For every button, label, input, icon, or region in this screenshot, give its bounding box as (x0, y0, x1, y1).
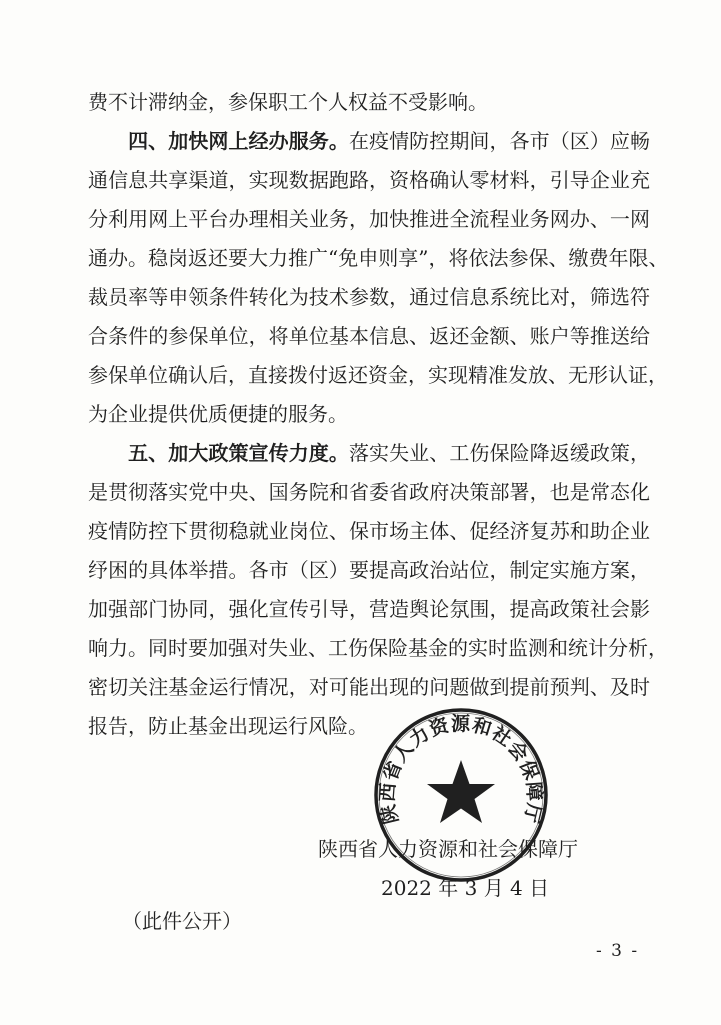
paragraph-line: 通办。稳岗返还要大力推广“免申则享”，将依法参保、缴费年限、 (88, 246, 669, 270)
paragraph-line: 为企业提供优质便捷的服务。 (88, 402, 348, 426)
issuing-organization: 陕西省人力资源和社会保障厅 (318, 837, 578, 861)
paragraph-line: 加强部门协同，强化宣传引导，营造舆论氛围，提高政策社会影 (88, 597, 650, 621)
paragraph-line: 裁员率等申领条件转化为技术参数，通过信息系统比对，筛选符 (88, 285, 650, 309)
page-number: - 3 - (596, 941, 640, 961)
section-4-heading: 四、加快网上经办服务。 (128, 129, 349, 153)
paragraph-line: 响力。同时要加强对失业、工伤保险基金的实时监测和统计分析， (88, 636, 668, 660)
paragraph-line: 通信息共享渠道，实现数据跑路，资格确认零材料，引导企业充 (88, 168, 650, 192)
paragraph-line: 密切关注基金运行情况，对可能出现的问题做到提前预判、及时 (88, 675, 650, 699)
paragraph-line: 是贯彻落实党中央、国务院和省委省政府决策部署，也是常态化 (88, 480, 650, 504)
paragraph-line: 分利用网上平台办理相关业务，加快推进全流程业务网办、一网 (88, 207, 650, 231)
seal-text: 陕西省人力资源和社会保障厅 (376, 713, 546, 826)
paragraph-line: 疫情防控下贯彻稳就业岗位、保市场主体、促经济复苏和助企业 (88, 519, 650, 543)
paragraph-line: 费不计滞纳金，参保职工个人权益不受影响。 (88, 90, 488, 114)
paragraph-line: 参保单位确认后，直接拨付返还资金，实现精准发放、无形认证， (88, 363, 668, 387)
paragraph-line: 纾困的具体举措。各市（区）要提高政治站位，制定实施方案， (88, 558, 650, 582)
star-icon (427, 760, 495, 823)
disclosure-note: （此件公开） (122, 909, 242, 933)
section-4-first-line (88, 131, 650, 151)
paragraph-line: 报告，防止基金出现运行风险。 (88, 714, 368, 738)
paragraph-text: 落实失业、工伤保险降返缓政策， (348, 441, 651, 465)
paragraph-line: 合条件的参保单位，将单位基本信息、返还金额、账户等推送给 (88, 324, 650, 348)
section-5-first-line (88, 443, 650, 463)
paragraph-text: 在疫情防控期间，各市（区）应畅 (348, 129, 651, 153)
section-5-heading: 五、加大政策宣传力度。 (128, 441, 349, 465)
issue-date: 2022 年 3 月 4 日 (381, 876, 550, 900)
